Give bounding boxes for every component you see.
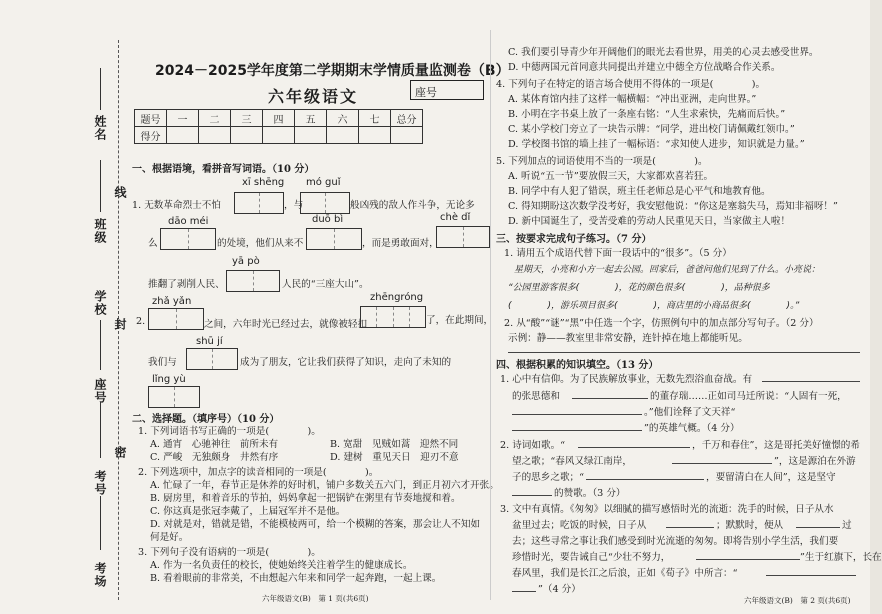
label-seat-no: 座号 — [93, 378, 107, 404]
score-cell[interactable] — [391, 127, 423, 144]
text-run: ”的英雄气概。（4 分） — [644, 423, 740, 434]
text-run: 春风里，我们是长江之后浪，正如《荀子》中所言：“ — [512, 568, 738, 579]
section-1-heading: 一、根据语境，看拼音写词语。（10 分） — [132, 164, 315, 175]
text-run: 珍惜时光，要告诫自己“少壮不努力， — [512, 552, 671, 563]
text-run: 的赞歌。（3 分） — [554, 488, 626, 499]
choice-option: C. 严峻 无独颇身 井然有序 — [150, 452, 279, 463]
choice-option: B. 同学中有人犯了错误，班主任老师总是心平气和地教育他。 — [508, 186, 771, 197]
text-run: 。”他们诠释了文天祥“ — [644, 407, 736, 418]
text-run: ，要留清白在人间”，这是坚守 — [706, 472, 836, 483]
text-run: 的处境，他们从来不 — [217, 238, 304, 249]
name-line — [100, 68, 101, 110]
answer-line[interactable] — [672, 463, 772, 464]
score-head-cell: 二 — [199, 110, 231, 127]
answer-line[interactable] — [696, 559, 800, 560]
seatno-line — [100, 402, 101, 458]
text-run: 人民的“三座大山”。 — [282, 279, 369, 290]
answer-line[interactable] — [572, 398, 648, 399]
rewrite-example: 示例：静——教室里非常安静，连针掉在地上都能听见。 — [508, 333, 748, 344]
label-school: 学校 — [93, 290, 107, 316]
answer-line[interactable] — [766, 575, 856, 576]
score-table — [134, 109, 423, 144]
pinyin: mó guǐ — [306, 177, 341, 188]
answer-box[interactable] — [186, 348, 238, 370]
fill-q1: 1. 心中有信仰。为了民族解放事业，无数先烈浴血奋战。有 — [500, 374, 753, 385]
pinyin: zhēngróng — [370, 292, 424, 303]
score-cell[interactable] — [231, 127, 263, 144]
passage-line: “公园里游客很多( )，花的颜色很多( )，品种很多 — [508, 283, 770, 293]
pinyin: duō bì — [312, 214, 344, 225]
text-run: 的张思德和 — [512, 391, 560, 402]
choice-option: B. 看着眼前的非常美，不由想起六年来和同学一起奔跑，一起上课。 — [150, 573, 442, 584]
section-2-heading: 二、选择题。（填序号）（10 分） — [132, 414, 280, 425]
text-run: 去；这些寻常之事让我们感受到时光流逝的匆匆。即将告别小学生活，我们要 — [512, 536, 839, 547]
pinyin: lǐng yù — [152, 374, 186, 385]
choice-option: 何是好。 — [150, 532, 189, 543]
choice-option: D. 建树 重见天日 迎刃不意 — [330, 452, 459, 463]
answer-line[interactable] — [578, 447, 690, 448]
page-footer: 六年级语文(B) 第 2 页(共6页) — [744, 596, 851, 605]
answer-box[interactable] — [436, 226, 490, 248]
answer-line[interactable] — [512, 430, 642, 431]
text-run: 过 — [842, 520, 852, 531]
label-name: 姓名 — [93, 115, 107, 141]
choice-option: C. 我们要引导青少年开阔他们的眼光去看世界，用美的心灵去感受世界。 — [508, 47, 819, 58]
answer-line[interactable] — [508, 352, 860, 353]
score-cell[interactable] — [359, 127, 391, 144]
q1-text — [132, 197, 221, 211]
answer-box[interactable] — [300, 192, 350, 214]
seat-label: 座号 — [415, 86, 437, 99]
pinyin: chè dǐ — [440, 212, 471, 223]
choice-option: C. 得知期盼这次数学没考好，我安慰他说：“你这是塞翁失马，焉知非福呀！” — [508, 201, 838, 212]
choice-q2: 2. 下列选项中，加点字的读音相同的一项是( )。 — [138, 467, 379, 478]
choice-option: A. 通宵 心驰神往 前所未有 — [150, 439, 279, 450]
score-head-cell: 题号 — [135, 110, 167, 127]
choice-option: D. 中德两国元首同意共同提出并建立中德全方位战略合作关系。 — [508, 62, 781, 73]
text-run: 般凶残的敌人作斗争，无论多 — [350, 200, 475, 211]
choice-q4: 4. 下列句子在特定的语言场合使用不得体的一项是( )。 — [496, 79, 766, 90]
score-cell[interactable] — [327, 127, 359, 144]
score-head-cell: 一 — [167, 110, 199, 127]
answer-box[interactable] — [160, 228, 216, 250]
label-seal: 封 — [113, 318, 127, 331]
label-room: 考场 — [93, 562, 107, 588]
choice-q1: 1. 下列词语书写正确的一项是( )。 — [138, 426, 321, 437]
choice-option: D. 学校图书馆的墙上挂了一幅标语：“求知使人进步，知识就是力量。” — [508, 139, 805, 150]
choice-option: A. 某体育馆内挂了这样一幅横幅：“冲出亚洲，走向世界。” — [508, 94, 757, 105]
choice-q5: 5. 下列加点的词语使用不当的一项是( )。 — [496, 156, 708, 167]
score-cell[interactable] — [199, 127, 231, 144]
choice-option: C. 你这真是张冠李戴了，上届冠军并不是他。 — [150, 506, 346, 517]
text-run: ”生于红旗下，长在 — [800, 552, 882, 563]
fill-q2: 2. 诗词如歌。“ — [500, 440, 566, 451]
passage-line: ( )，游乐项目很多( )，商店里的小商品很多( )。” — [508, 301, 800, 311]
score-head-cell: 五 — [295, 110, 327, 127]
choice-option: B. 小明在字书桌上放了一条座右铭：“人生求索快，先痛而后快。” — [508, 109, 786, 120]
text-run: ，而是勇敢面对， — [362, 238, 439, 249]
text-run: ，千万和春住”，这是哥托美好憧憬的希 — [692, 440, 860, 451]
answer-line[interactable] — [762, 381, 860, 382]
label-exam-no: 考号 — [93, 470, 107, 496]
score-head-cell: 六 — [327, 110, 359, 127]
exam-title: 2024－2025学年度第二学期期末学情质量监测卷（B） — [155, 63, 510, 79]
text-run: 的董存瑞……正如司马迁所说：“人固有一死， — [650, 391, 847, 402]
label-mi: 密 — [113, 446, 127, 459]
answer-line[interactable] — [512, 495, 552, 496]
answer-box[interactable] — [360, 306, 426, 328]
page-footer: 六年级语文(B) 第 1 页(共6页) — [262, 594, 369, 603]
answer-line[interactable] — [512, 591, 536, 592]
answer-box[interactable] — [148, 386, 200, 408]
text-run: 么 — [148, 238, 158, 249]
text-run: 成为了朋友，它让我们获得了知识，走向了未知的 — [240, 357, 452, 368]
text-run: ，与 — [284, 200, 304, 211]
choice-option: A. 作为一名负责任的校长，使她始终关注着学生的健康成长。 — [150, 560, 413, 571]
rewrite-q2: 2. 从“酸”“谜”“黑”中任选一个字，仿照例句中的加点部分写句子。（2 分） — [504, 318, 819, 329]
text-run: 我们与 — [148, 357, 177, 368]
text-run: 望之歌；“春风又绿江南岸， — [512, 456, 633, 467]
choice-option: A. 听说“五一节”要放假三天，大家都欢喜若狂。 — [508, 171, 714, 182]
seat-number-box[interactable] — [410, 80, 484, 100]
text-run: 了，在此期间， — [426, 315, 494, 326]
section-4-heading: 四、根据积累的知识填空。（13 分） — [496, 360, 659, 371]
text-run: ”，这是源泊在外游 — [774, 456, 856, 467]
pinyin: dāo méi — [168, 216, 209, 227]
answer-line[interactable] — [586, 479, 704, 480]
score-cell[interactable] — [295, 127, 327, 144]
score-row-label: 得分 — [135, 127, 167, 144]
rewrite-q1: 1. 请用五个成语代替下面一段话中的“很多”。（5 分） — [504, 248, 732, 259]
score-head-cell: 总分 — [391, 110, 423, 127]
answer-box[interactable] — [234, 192, 284, 214]
page-divider — [490, 30, 491, 600]
fill-q3: 3. 文中有真情。《匆匆》以细腻的描写感悟时光的流逝：洗手的时候，日子从水 — [500, 504, 834, 515]
label-line: 线 — [113, 186, 127, 199]
answer-box[interactable] — [148, 308, 204, 330]
class-line — [100, 160, 101, 212]
answer-box[interactable] — [306, 228, 362, 250]
q-number: 1. — [132, 200, 142, 211]
answer-line[interactable] — [666, 527, 714, 528]
choice-option: D. 对就是对，错就是错，不能模棱两可，给一个模糊的答案，那会让人不知如 — [150, 519, 481, 530]
choice-option: B. 宽甜 见贼如蒿 迎然不同 — [330, 439, 459, 450]
school-line — [100, 320, 101, 370]
text-run: 盆里过去；吃饭的时候，日子从 — [512, 520, 647, 531]
score-head-cell: 三 — [231, 110, 263, 127]
answer-line[interactable] — [512, 414, 642, 415]
choice-option: C. 某小学校门旁立了一块告示牌：“同学，进出校门请佩戴红领巾。” — [508, 124, 795, 135]
pinyin: shū jí — [196, 336, 223, 347]
label-class: 班级 — [93, 218, 107, 244]
text-run: 子的思乡之歌；“ — [512, 472, 585, 483]
q-number: 2. — [136, 316, 146, 327]
choice-option: D. 新中国诞生了，受苦受难的劳动人民重见天日，当家做主人啦！ — [508, 216, 791, 227]
answer-box[interactable] — [226, 270, 280, 292]
text-run: 之间，六年时光已经过去，就像被轻扣 — [204, 319, 368, 330]
examno-line — [100, 496, 101, 550]
pinyin: yā pò — [232, 256, 260, 267]
text-run: ”（4 分） — [538, 584, 581, 595]
pinyin: xī shēng — [242, 177, 285, 188]
section-3-heading: 三、按要求完成句子练习。（7 分） — [496, 234, 652, 245]
choice-option: A. 忙碌了一年，春节正是休养的好时机，铺户多数关五六门，到正月初六才开张。 — [150, 480, 499, 491]
pinyin: zhǎ yǎn — [152, 296, 192, 307]
choice-q3: 3. 下列句子没有语病的一项是( )。 — [138, 547, 321, 558]
answer-line[interactable] — [796, 527, 840, 528]
score-cell[interactable] — [167, 127, 199, 144]
score-head-cell: 四 — [263, 110, 295, 127]
subject-title: 六年级语文 — [268, 87, 359, 106]
passage-line: 星期天，小亮和小方一起去公园。回家后，爸爸问他们见到了什么。小亮说： — [514, 265, 821, 275]
text-run: 推翻了剥削人民、 — [148, 279, 225, 290]
score-cell[interactable] — [263, 127, 295, 144]
score-head-cell: 七 — [359, 110, 391, 127]
choice-option: B. 厨房里，和着音乐的节拍，妈妈拿起一把锅铲在粥里有节奏地搅和着。 — [150, 493, 461, 504]
text-run: 无数革命烈士不怕 — [144, 200, 221, 211]
text-run: ；默默时，便从 — [716, 520, 784, 531]
